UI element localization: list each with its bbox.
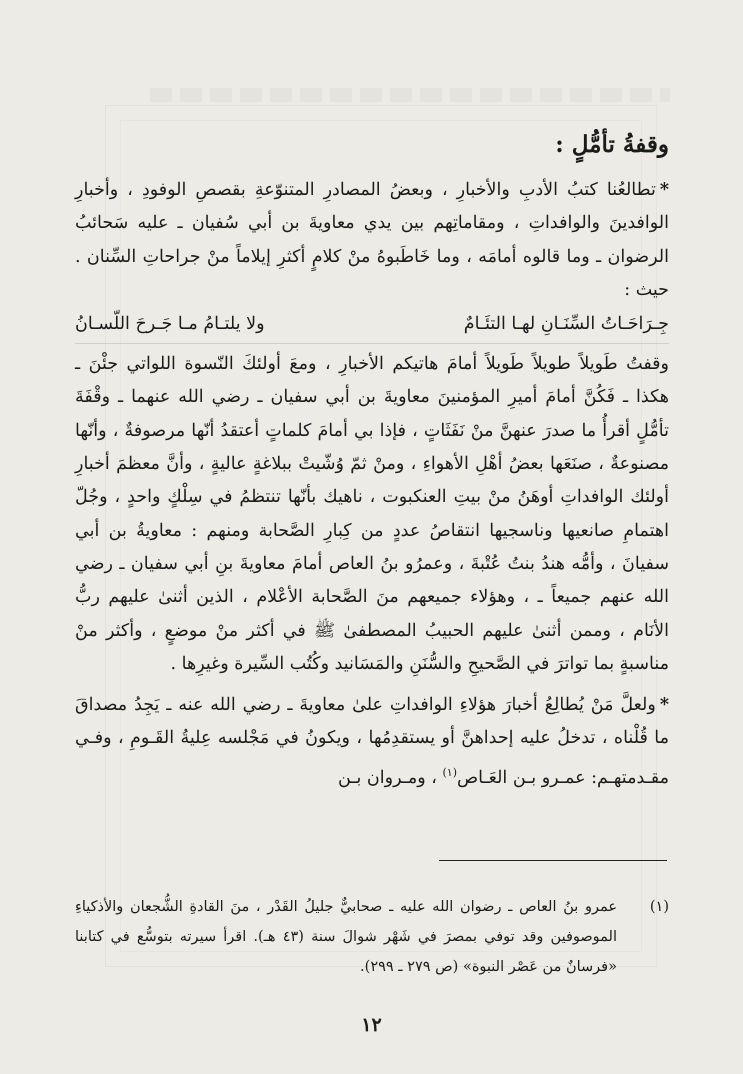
paragraph-1-text: تطالعُنا كتبُ الأدبِ والأخبارِ ، وبعضُ المصادرِ المتنوّعةِ بقصصِ الوفودِ ، وأخبارِ الوافدينَ والوافداتِ ، ومقاماتِهم بين يدي معاويةَ بن أبي سُفيان ـ عليه سَحائبُ الرضوان ـ وما قالوه أمامَه ، وما خَاطَبوهُ منْ كلامٍ أكثرِ إيلاماً منْ جراحاتِ السِّنان . حيث : xyxy=(75,180,669,300)
page-number: ١٢ xyxy=(361,1014,382,1036)
footnote-text: عمرو بنُ العاص ـ رضوان الله عليه ـ صحابيٌّ جليلُ القَدْر ، منَ القادةِ الشُّجعان والأذكياءِ الموصوفين وقد توفي بمصرَ في شَهْر شوالَ سنة (٤٣ هـ). اقرأ سيرته بتوسُّع في كتابنا «فرسانٌ من عَصْر النبوة» (ص ٢٧٩ ـ ٢٩٩). xyxy=(75,899,618,975)
footnote-reference[interactable]: (١) xyxy=(442,765,458,779)
section-heading: وقفةُ تأمُّلٍ : xyxy=(555,131,669,158)
main-text xyxy=(75,128,669,795)
paragraph-3 xyxy=(75,689,669,795)
paragraph-2: وقفتُ طَويلاً طويلاً طَويلاً أمامَ هاتيكم الأخبارِ ، ومعَ أولئكَ النّسوة اللواتي جئْنَ ـ هكذا ـ فَكُنَّ أمامَ أميرِ المؤمنينَ معاويةَ بن أبي سفيان ـ رضي الله عنهما ـ وقْفَةَ تأمُّلٍ أقرأُ ما صدرَ عنهنَّ منْ نَفَثَاتٍ ، فإذا بي أمامَ كلماتٍ أعتقدُ أنّها مرصوفةٌ ، وأنّها مصنوعةٌ ، صنَعَها بعضُ أهْلِ الأهواءِ ، ومنْ ثمّ وُشّيتْ ببلاغةٍ عاليةٍ ، وأنَّ معظمَ أخبارِ أولئك الوافداتِ أوهَنُ منْ بيتِ العنكبوت ، ناهيك بأنّها تنتظمُ في سِلْكٍ واحدٍ ، وجُلّ اهتمامِ صانعيها وناسجيها انتقاصُ عددٍ من كِبارِ الصَّحابة ومنهم : معاويةُ بن أبي سفيانَ ، وأمُّه هندُ بنتُ عُتْبةَ ، وعمرُو بنُ العاص أمامَ معاويةَ بنِ أبي سفيان ـ رضي الله عنهم جميعاً ـ ، وهؤلاء جميعهم منَ الصَّحابة الأعْلام ، الذين أثنىٰ عليهم ربُّ الأنَام ، وممن أثنىٰ عليهم الحبيبُ المصطفىٰ ﷺ في أكثر منْ موضعٍ ، وأكثر منْ مناسبةٍ بما تواترَ في الصَّحيحِ والسُّنَنِ والمَسَانيد وكُتُب السِّيرة وغيرِها . xyxy=(75,354,669,674)
asterisk-marker: * xyxy=(659,180,669,200)
paragraph-1 xyxy=(75,174,669,307)
paragraph-3-tail: ، ومـروان بـن xyxy=(338,767,437,788)
footnote-number: (١) xyxy=(649,899,669,915)
verse-second-hemistich: ولا يلتـامُ مـا جَـرحَ اللّسـانُ xyxy=(75,314,265,335)
verse-first-hemistich: جِـرَاحَـاتُ السِّنَـانِ لهـا التئَـامٌ xyxy=(463,314,669,335)
paragraph-3-text: ولعلَّ مَنْ يُطالِعُ أخبارَ هؤلاءِ الوافداتِ علىٰ معاويةَ ـ رضي الله عنه ـ يَجِدُ مصداقَ ما قُلْناه ، تدخلُ عليه إحداهنَّ أو يستقدِمُها ، ويكونُ في مَجْلسه عِليةُ القَـومِ ، وفـي مقـدمتهـم: عمـرو بـن العَـاص xyxy=(75,695,669,788)
footnote xyxy=(75,892,669,982)
bleed-through-text xyxy=(150,88,670,102)
poetry-verse xyxy=(75,307,669,344)
asterisk-marker: * xyxy=(659,695,669,716)
footnote-divider xyxy=(439,860,667,861)
